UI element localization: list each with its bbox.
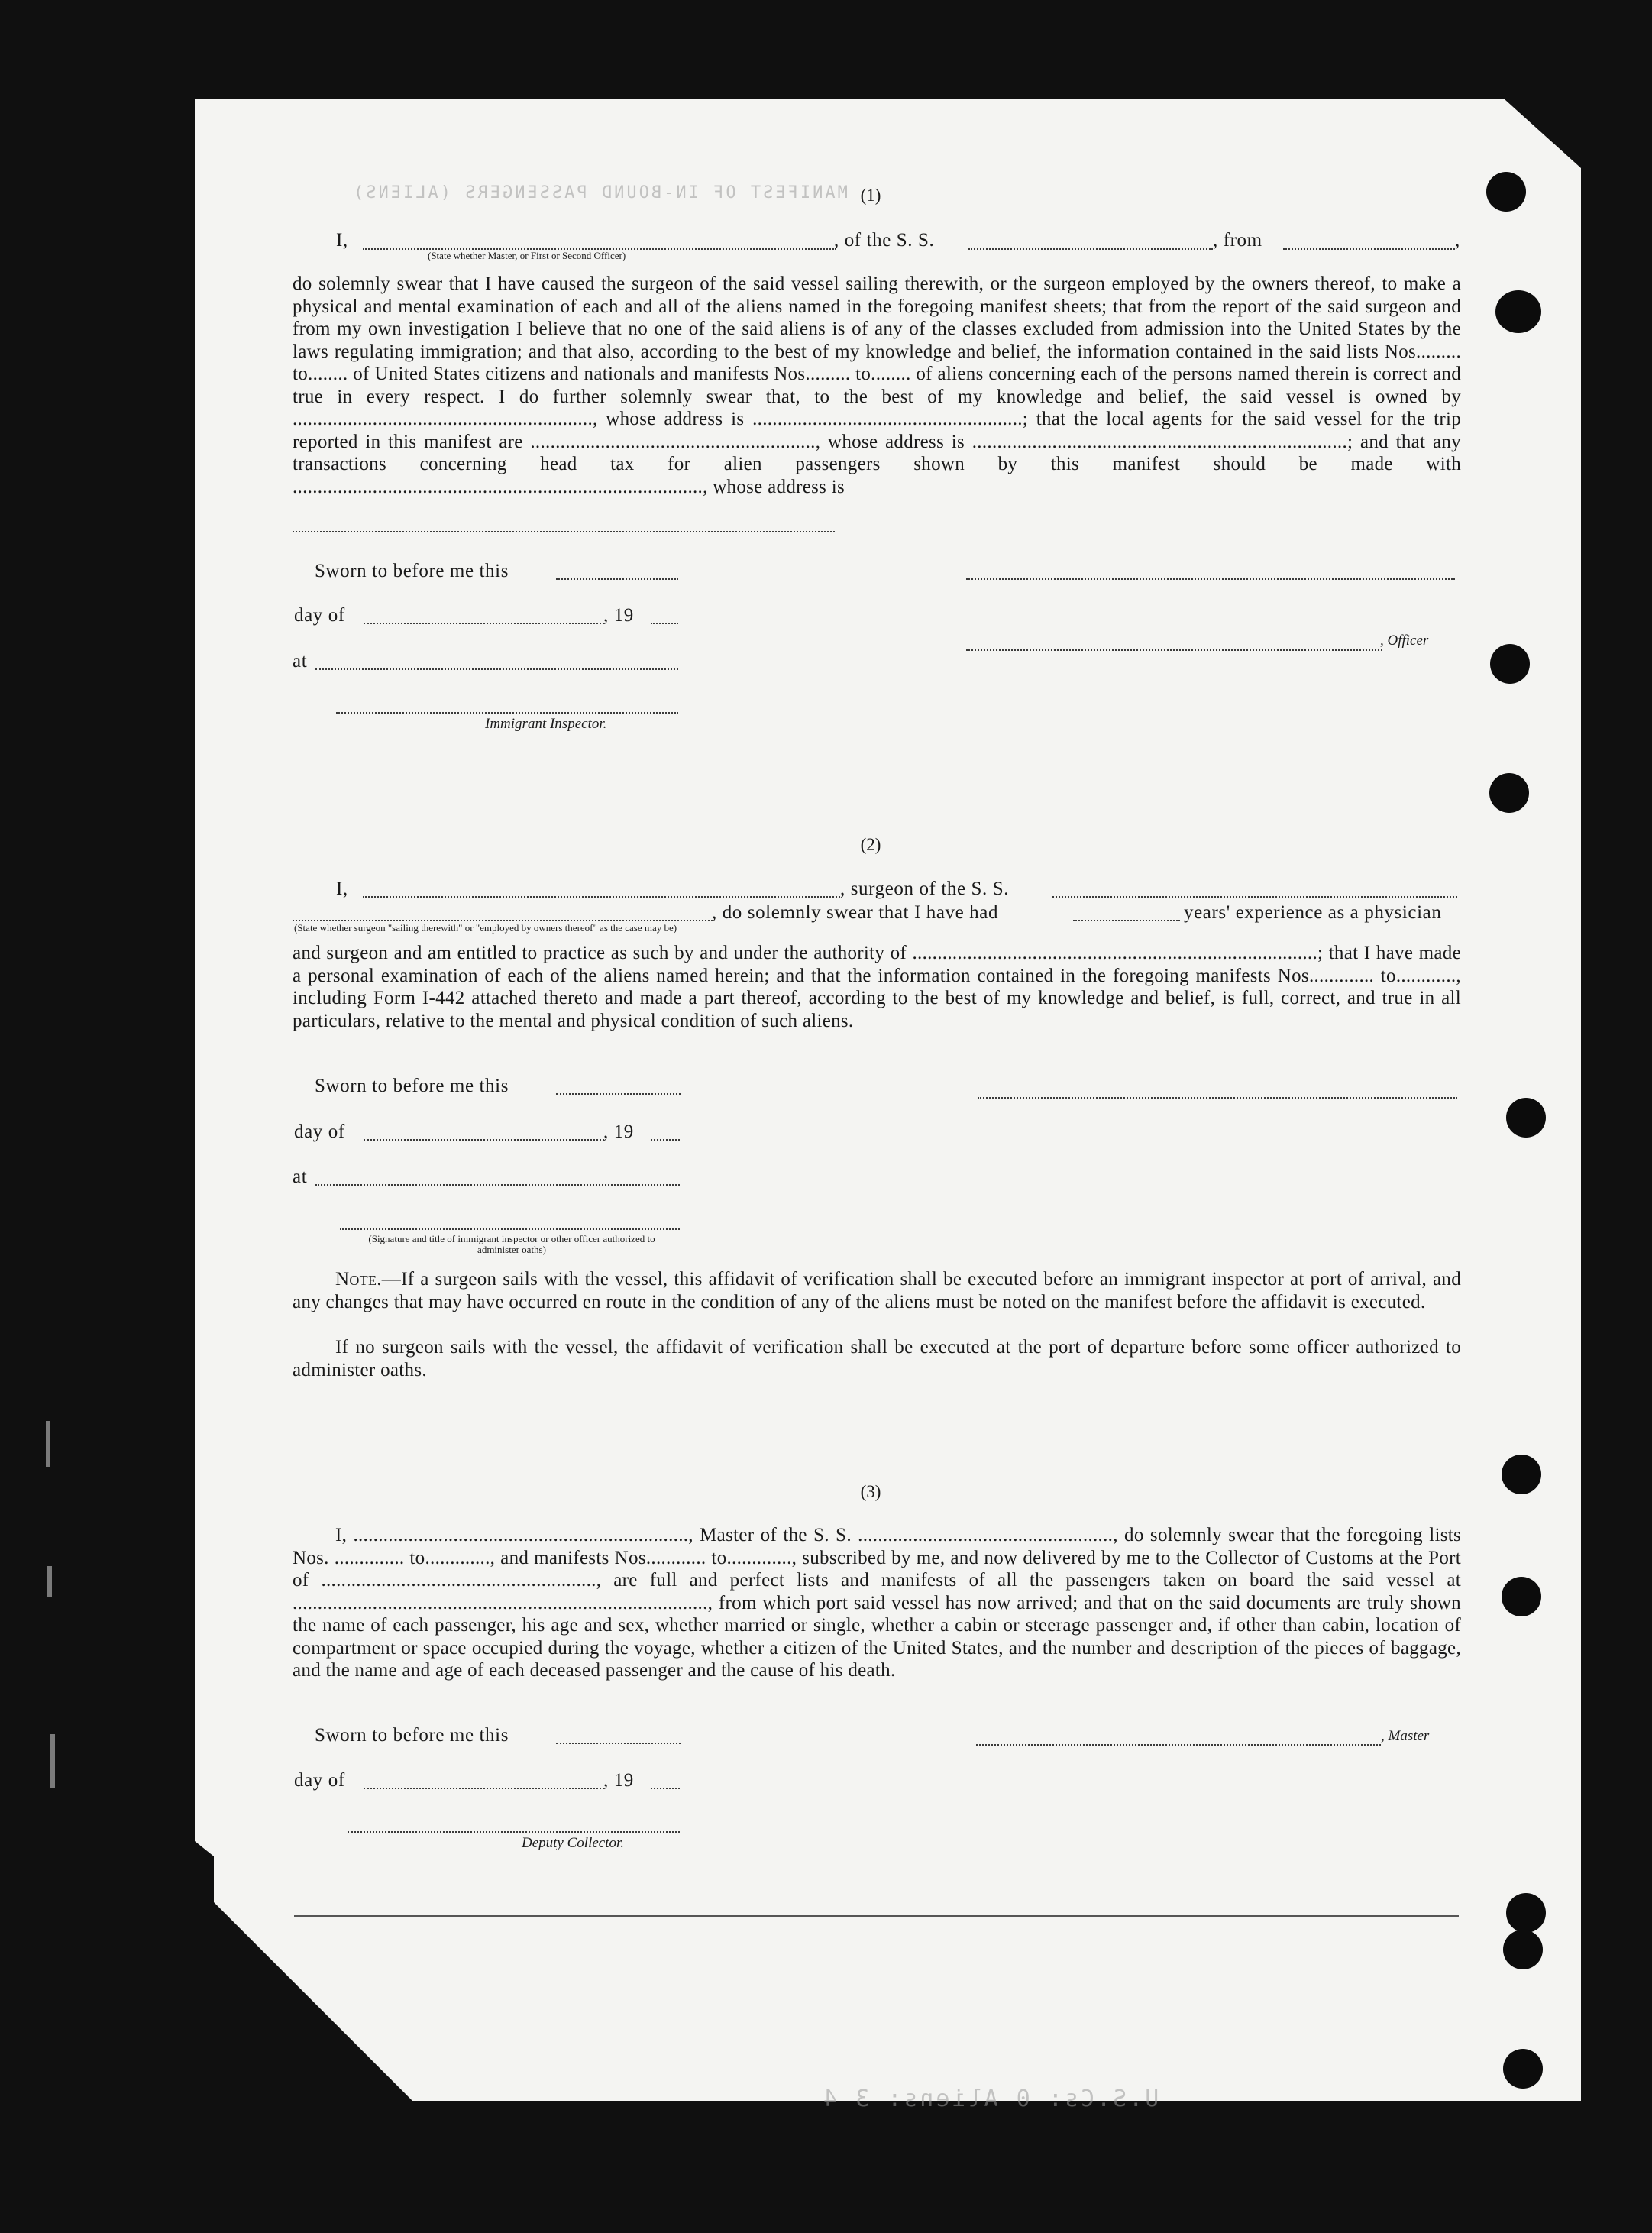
blank-inspector-signature — [336, 712, 678, 714]
s1-sworn-label: Sworn to before me this — [315, 561, 509, 581]
s1-officer-label: , Officer — [1380, 633, 1429, 649]
s2-sworn-label: Sworn to before me this — [315, 1076, 509, 1096]
s2-at-label: at — [293, 1167, 308, 1187]
punch-hole — [1503, 2049, 1543, 2089]
s3-master-label: , Master — [1381, 1728, 1430, 1744]
s2-note: (State whether surgeon "sailing therewith" or "employed by owners thereof" as the case may be) — [294, 922, 677, 934]
blank-witness — [966, 578, 1455, 580]
s1-inspector-label: Immigrant Inspector. — [485, 716, 607, 732]
s3-day-of-label: day of — [294, 1770, 345, 1791]
blank-day-2 — [364, 1139, 604, 1141]
blank-year-3 — [651, 1788, 680, 1789]
blank-surgeon-vessel — [1052, 896, 1457, 898]
punch-hole — [1495, 290, 1541, 333]
blank-sworn-date-3 — [556, 1743, 681, 1744]
s2-note-paragraph — [293, 1268, 1461, 1313]
s1-note: (State whether Master, or First or Second Officer) — [428, 250, 626, 261]
s2-line2-post: years' experience as a physician — [1184, 902, 1442, 923]
s1-line1-pre: I, — [336, 230, 348, 251]
blank-year — [651, 623, 678, 624]
scan-artifact — [46, 1421, 50, 1467]
bottom-rule — [294, 1915, 1459, 1917]
s3-year: , 19 — [603, 1770, 634, 1791]
section-1-heading: (1) — [860, 186, 881, 205]
s3-sworn-label: Sworn to before me this — [315, 1725, 509, 1746]
s3-affidavit-text: I, ..................................................................., Master of the S. S. ..................................................., do solemnly swear that the foregoing lists Nos. .............. to............., and manifests Nos............ to............., subscribed by me, and now delivered by me to the Collector of Customs at the Port of ......................................................., are full and perfect lists and manifests of all the passengers taken on board the said vessel at ..................................................................................., from which port said vessel has now arrived; and that on the said documents are truly shown the name of each passenger, his age and sex, whether married or single, whether a cabin or steerage passenger and, if other than cabin, location of compartment or space occupied during the voyage, whether a citizen of the United States, and the number and description of the pieces of baggage, and the name and age of each deceased passenger and the cause of his death. — [293, 1525, 1461, 1681]
s2-affidavit-text: and surgeon and am entitled to practice as such by and under the authority of .................................................................................; that I have made a personal examination of each of the aliens named herein; and that the information contained in the foregoing manifests Nos............. to............, including Form I-442 attached thereto and made a part thereof, according to the best of my knowledge and belief, is full, correct, and true in all particulars, relative to the mental and physical condition of such aliens. — [293, 943, 1461, 1031]
punch-hole — [1502, 1577, 1541, 1616]
s2-sig-note: (Signature and title of immigrant inspector or other officer authorized to administer oaths) — [368, 1233, 655, 1255]
blank-sworn-date — [556, 578, 678, 580]
s1-line1-mid: , of the S. S. — [834, 230, 935, 251]
blank-day-3 — [364, 1788, 604, 1789]
note-label: Note. — [335, 1269, 382, 1290]
s1-at-label: at — [293, 651, 308, 672]
punch-hole — [1486, 172, 1526, 212]
blank-surgeon-status — [293, 920, 713, 921]
s2-year: , 19 — [603, 1121, 634, 1142]
s1-year: , 19 — [603, 605, 634, 626]
blank-master-signature — [976, 1744, 1381, 1746]
blank-year-2 — [651, 1139, 680, 1141]
blank-at-2 — [315, 1184, 680, 1186]
s2-note-paragraph-2: If no surgeon sails with the vessel, the affidavit of verification shall be executed at the port of departure before some officer authorized to administer oaths. — [293, 1337, 1461, 1380]
bleed-through-header: MANIFEST OF IN-BOUND PASSENGERS (ALIENS) — [351, 183, 848, 202]
s2-day-of-label: day of — [294, 1121, 345, 1142]
scan-artifact — [50, 1734, 55, 1788]
bleed-through-stamp: U.S.Cs: 0 Aliens: 3 4 — [821, 2086, 1159, 2112]
blank-from — [1283, 248, 1455, 250]
punch-hole — [1506, 1893, 1546, 1933]
blank-inspector-signature-2 — [340, 1228, 680, 1230]
punch-hole — [1490, 644, 1530, 684]
s1-line1-end: , — [1455, 230, 1460, 251]
punch-hole — [1502, 1455, 1541, 1494]
blank-surgeon-signature — [978, 1097, 1457, 1099]
blank-address-line — [293, 531, 835, 532]
s2-line1-mid: , surgeon of the S. S. — [840, 879, 1010, 899]
s1-affidavit-text: do solemnly swear that I have caused the surgeon of the said vessel sailing therewith, or the surgeon employed by the owners thereof, to make a physical and mental examination of each and all of the aliens named in the foregoing manifest sheets; that from the report of the said surgeon and from my own investigation I believe that no one of the said aliens is of any of the classes excluded from admission into the United States by the laws regulating immigration; and that also, according to the best of my knowledge and belief, the information contained in the said lists Nos......... to........ of United States citizens and nationals and manifests Nos......... to........ of aliens concerning each of the persons named therein is correct and true in every respect. I do further solemnly swear that, to the best of my knowledge and belief, the said vessel is owned by ............................................................, whose address is ......................................................; that the local agents for the said vessel for the trip reported in this manifest are ........................................................., whose address is ...........................................................................; and that any transactions concerning head tax for alien passengers shown by this manifest should be made with .................................................................................., whose address is — [293, 273, 1461, 497]
blank-vessel — [968, 248, 1213, 250]
section-3-heading: (3) — [860, 1482, 881, 1501]
note-text: —If a surgeon sails with the vessel, this affidavit of verification shall be executed before an immigrant inspector at port of arrival, and any changes that may have occurred en route in the condition of any of the aliens must be noted on the manifest before the affidavit is executed. — [293, 1269, 1461, 1312]
s3-collector-label: Deputy Collector. — [522, 1835, 625, 1851]
blank-years — [1073, 920, 1180, 921]
s2-line1-pre: I, — [336, 879, 348, 899]
scan-artifact — [47, 1566, 52, 1597]
punch-hole — [1506, 1098, 1546, 1138]
punch-hole — [1503, 1930, 1543, 1969]
section-2-heading: (2) — [860, 835, 881, 854]
blank-collector-signature — [348, 1831, 680, 1833]
s2-line2-mid: , do solemnly swear that I have had — [712, 902, 999, 923]
s1-line1-post: , from — [1213, 230, 1262, 251]
blank-officer-signature — [966, 649, 1382, 651]
blank-surgeon-name — [363, 896, 840, 898]
blank-at — [315, 668, 678, 670]
blank-day — [364, 623, 604, 624]
s1-day-of-label: day of — [294, 605, 345, 626]
blank-sworn-date-2 — [556, 1093, 681, 1095]
punch-hole — [1489, 773, 1529, 813]
